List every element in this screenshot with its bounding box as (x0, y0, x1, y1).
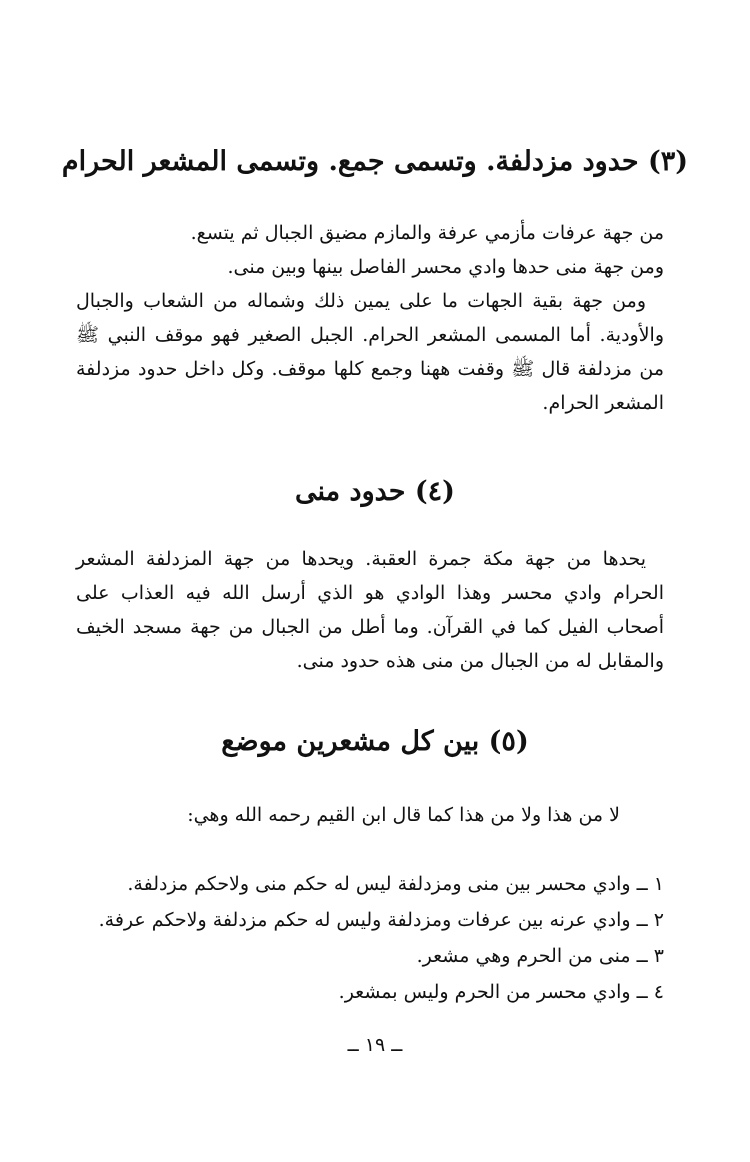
section-3-line-3: ومن جهة بقية الجهات ما على يمين ذلك وشماله من الشعاب والجبال والأودية. أما المسمى المشعر الحرام. الجبل الصغير فهو موقف النبي ﷺ من مزدلفة قال ﷺ وقفت ههنا وجمع كلها موقف. وكل داخل حدود مزدلفة المشعر الحرام. (76, 290, 664, 414)
list-item: ٣ ــ منى من الحرم وهي مشعر. (416, 945, 664, 967)
list-item: ١ ــ وادي محسر بين منى ومزدلفة ليس له حكم منى ولاحكم مزدلفة. (127, 873, 664, 895)
section-5-paragraph (100, 798, 620, 832)
section-4-line-1: يحدها من جهة مكة جمرة العقبة. ويحدها من جهة المزدلفة المشعر الحرام وادي محسر وهذا الوادي هو الذي أرسل الله فيه العذاب على أصحاب الفيل كما في القرآن. وما أطل من الجبال من جهة مسجد الخيف والمقابل له من الجبال من منى هذه حدود منى. (76, 548, 664, 672)
section-5-line-1: لا من هذا ولا من هذا كما قال ابن القيم رحمه الله وهي: (187, 804, 620, 826)
section-3-paragraph-1 (94, 216, 664, 284)
section-heading-5: (٥) بين كل مشعرين موضع (221, 726, 529, 757)
list-item: ٢ ــ وادي عرنه بين عرفات ومزدلفة وليس له حكم مزدلفة ولاحكم عرفة. (98, 909, 664, 931)
page-number: ــ ١٩ ــ (347, 1034, 403, 1056)
section-3-paragraph-2 (76, 284, 664, 420)
section-3-line-2: ومن جهة منى حدها وادي محسر الفاصل بينها وبين منى. (227, 256, 664, 278)
numbered-list (54, 866, 664, 1010)
section-heading-3: (٣) حدود مزدلفة. وتسمى جمع. وتسمى المشعر الحرام (61, 146, 689, 177)
section-4-paragraph (76, 542, 664, 678)
section-3-line-1: من جهة عرفات مأزمي عرفة والمازم مضيق الجبال ثم يتسع. (190, 222, 664, 244)
section-heading-4: (٤) حدود منى (295, 476, 455, 507)
list-item: ٤ ــ وادي محسر من الحرم وليس بمشعر. (338, 981, 664, 1003)
